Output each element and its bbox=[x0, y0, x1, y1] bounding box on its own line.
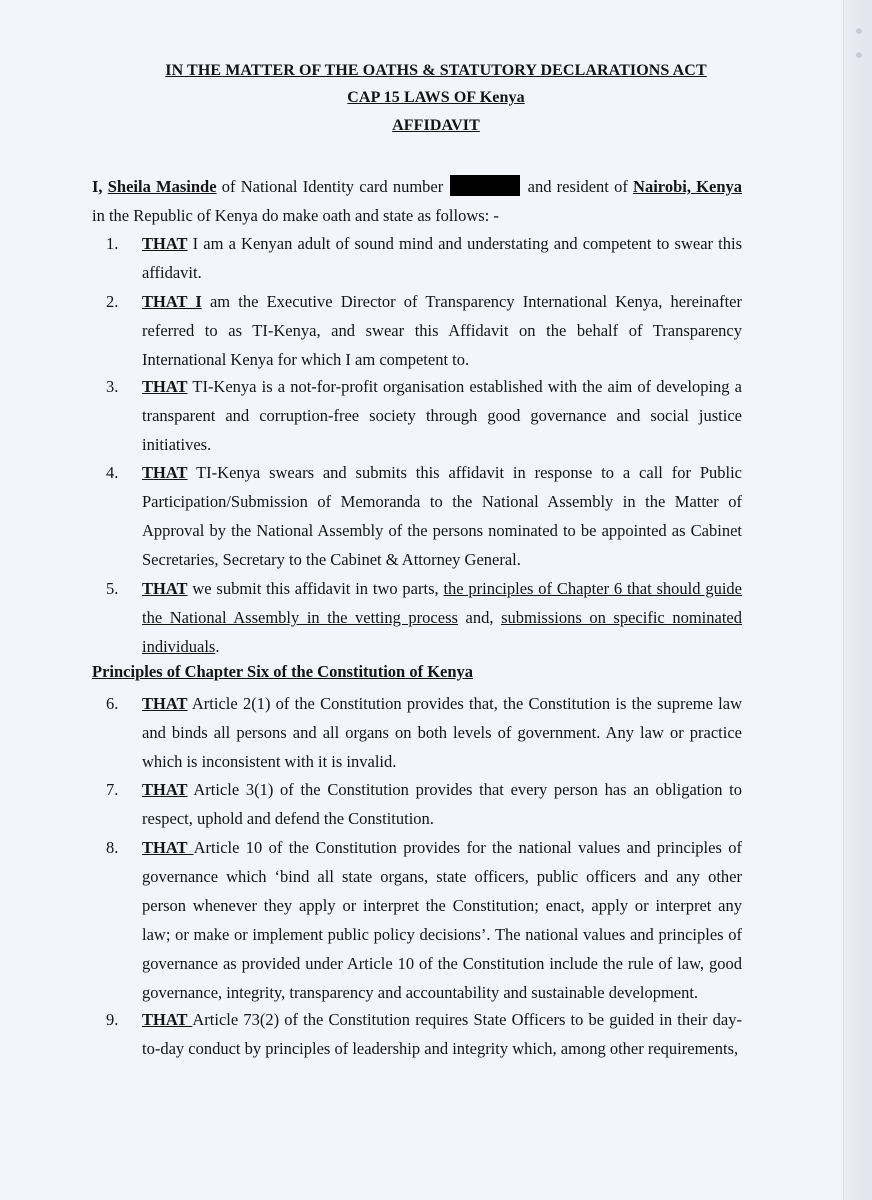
paragraph-text: . bbox=[215, 637, 220, 656]
deponent-name: Sheila Masinde bbox=[107, 177, 217, 196]
paragraph-text: Article 10 of the Constitution provides for the national values and principles of governance which ‘bind all state organs, state officers, public officers and any other person whenever they apply or interpret the Constitution; enact, apply or interpret any law; or make or implement public policy decisions’. The national values and principles of governance as provided under Article 10 of the Constitution include the rule of law, good governance, integrity, transparency and accountability and sustainable development. bbox=[142, 838, 742, 1002]
punch-hole bbox=[856, 52, 862, 58]
paragraph-3 bbox=[92, 372, 742, 459]
heading-act: IN THE MATTER OF THE OATHS & STATUTORY DECLARATIONS ACT bbox=[165, 62, 707, 79]
heading-cap: CAP 15 LAWS OF Kenya bbox=[347, 89, 525, 106]
paragraph-number: 6. bbox=[106, 694, 119, 713]
intro-text-3: in the Republic of Kenya do make oath and state as follows: - bbox=[92, 206, 499, 225]
paragraph-number: 4. bbox=[106, 463, 119, 482]
that-keyword: THAT bbox=[142, 838, 194, 857]
paragraph-text: Article 3(1) of the Constitution provides that every person has an obligation to respect, uphold and defend the Constitution. bbox=[142, 780, 742, 828]
paragraph-6 bbox=[92, 689, 742, 776]
redacted-id-number bbox=[450, 175, 520, 196]
intro-text-2: and resident of bbox=[522, 177, 634, 196]
intro-text-1: of National Identity card number bbox=[216, 177, 449, 196]
underlined-phrase-submissions: submissions on specific nominated individuals bbox=[142, 608, 742, 656]
section-title: Principles of Chapter Six of the Constitution of Kenya bbox=[92, 662, 474, 681]
paragraph-text: Article 73(2) of the Constitution requires State Officers to be guided in their day-to-day conduct by principles of leadership and integrity which, among other requirements, bbox=[142, 1010, 742, 1058]
heading-affidavit: AFFIDAVIT bbox=[392, 117, 480, 134]
intro-prefix: I, bbox=[92, 177, 108, 196]
residence-place: Nairobi, Kenya bbox=[633, 177, 742, 196]
paragraph-text: TI-Kenya swears and submits this affidavit in response to a call for Public Participation/Submission of Memoranda to the National Assembly in the Matter of Approval by the National Assembly of the persons nominated to be appointed as Cabinet Secretaries, Secretary to the Cabinet & Attorney General. bbox=[142, 463, 742, 569]
paragraph-7 bbox=[92, 775, 742, 833]
paragraph-text: am the Executive Director of Transparency International Kenya, hereinafter referred to as TI-Kenya, and swear this Affidavit on the behalf of Transparency International Kenya for which I am competent to. bbox=[142, 292, 742, 369]
intro-paragraph bbox=[92, 172, 742, 230]
paragraph-5 bbox=[92, 574, 742, 661]
paragraph-text: I am a Kenyan adult of sound mind and understating and competent to swear this affidavit. bbox=[142, 234, 742, 282]
that-keyword: THAT bbox=[142, 1010, 193, 1029]
paragraph-text: TI-Kenya is a not-for-profit organisation established with the aim of developing a transparent and corruption-free society through good governance and social justice initiatives. bbox=[142, 377, 742, 454]
paragraph-number: 1. bbox=[106, 234, 119, 253]
paragraph-9 bbox=[92, 1005, 742, 1063]
punch-hole bbox=[856, 28, 862, 34]
that-keyword: THAT bbox=[142, 377, 188, 396]
paragraph-1 bbox=[92, 229, 742, 287]
that-keyword: THAT bbox=[142, 780, 188, 799]
underlined-phrase-principles: the principles of Chapter 6 that should guide the National Assembly in the vetting process bbox=[142, 579, 742, 627]
that-keyword: THAT bbox=[142, 694, 188, 713]
adjacent-page-edge bbox=[843, 0, 872, 1200]
paragraph-text: Article 2(1) of the Constitution provides that, the Constitution is the supreme law and binds all persons and all organs on both levels of government. Any law or practice which is inconsistent with it is invalid. bbox=[142, 694, 742, 771]
paragraph-text: and, bbox=[457, 608, 502, 627]
paragraph-number: 2. bbox=[106, 292, 119, 311]
that-keyword: THAT I bbox=[142, 292, 202, 311]
paragraph-number: 5. bbox=[106, 579, 119, 598]
paragraph-2 bbox=[92, 287, 742, 374]
paragraph-number: 8. bbox=[106, 838, 119, 857]
paragraph-4 bbox=[92, 458, 742, 574]
paragraph-8 bbox=[92, 833, 742, 1007]
that-keyword: THAT bbox=[142, 234, 188, 253]
paragraph-text: we submit this affidavit in two parts, bbox=[187, 579, 444, 598]
paragraph-number: 3. bbox=[106, 377, 119, 396]
that-keyword: THAT bbox=[142, 463, 188, 482]
that-keyword: THAT bbox=[142, 579, 188, 598]
paragraph-number: 9. bbox=[106, 1010, 119, 1029]
paragraph-number: 7. bbox=[106, 780, 119, 799]
